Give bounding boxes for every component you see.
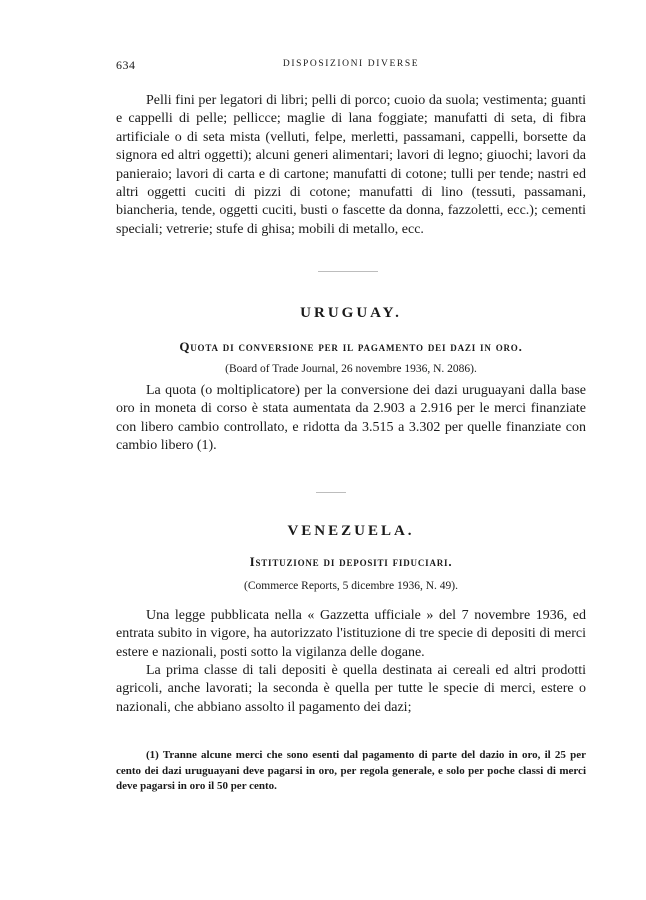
intro-paragraph: Pelli fini per legatori di libri; pelli di porco; cuoio da suola; vestimenta; guanti e cappelli di pelle; pellicce; maglie di lana foggiate; manufatti di seta, di fibra artificiale o di seta mista (velluti, felpe, merletti, passamani, cappelli, borsette da signora ed altri oggetti); alcuni generi alimentari; lavori di legno; giuochi; lavori da panieraio; lavori di carta e di cartone; manufatti di cotone; tulli per tende; nastri ed altri oggetti cuciti di pizzi di cotone; manufatti di lino (tessuti, passamani, biancheria, tende, oggetti cuciti, busti o fascette da donna, fazzoletti, ecc.); cementi speciali; vetrerie; stufe di ghisa; mobili di metallo, ecc. bbox=[116, 93, 586, 237]
section-title-venezuela: VENEZUELA. bbox=[287, 523, 415, 539]
venezuela-paragraph-1: Una legge pubblicata nella « Gazzetta ufficiale » del 7 novembre 1936, ed entrata subito in vigore, ha autorizzato l'istituzione di tre specie di depositi di merci estere e nazionali, posti sotto la vigilanza delle dogane. bbox=[116, 608, 586, 660]
section-divider bbox=[318, 271, 378, 272]
section-title-uruguay: URUGUAY. bbox=[300, 305, 402, 321]
running-head: DISPOSIZIONI DIVERSE bbox=[282, 59, 420, 69]
footnote: (1) Tranne alcune merci che sono esenti dal pagamento di parte del dazio in oro, il 25 per cento dei dazi uruguayani deve pagarsi in oro, per regola generale, e solo per poche classi di merci deve pagarsi in oro il 50 per cento. bbox=[116, 749, 586, 792]
page-number: 634 bbox=[116, 58, 136, 72]
section-subtitle-venezuela: Istituzione di depositi fiduciari. bbox=[249, 554, 453, 569]
uruguay-paragraph: La quota (o moltiplicatore) per la conversione dei dazi uruguayani dalla base oro in moneta di corso è stata aumentata da 2.903 a 2.916 per le merci finanziate con libero cambio controllato, e ridotta da 3.515 a 3.302 per quelle finanziate con cambio libero (1). bbox=[116, 383, 586, 454]
page-header bbox=[116, 58, 586, 76]
section-subtitle-uruguay: Quota di conversione per il pagamento dei dazi in oro. bbox=[179, 339, 523, 354]
source-citation-venezuela: (Commerce Reports, 5 dicembre 1936, N. 49). bbox=[244, 580, 458, 592]
venezuela-paragraph-2: La prima classe di tali depositi è quella destinata ai cereali ed altri prodotti agricoli, anche lavorati; la seconda è quella per tutte le specie di merci, estere o nazionali, che abbiano assolto il pagamento dei dazi; bbox=[116, 663, 586, 715]
section-divider bbox=[316, 492, 346, 493]
source-citation-uruguay: (Board of Trade Journal, 26 novembre 1936, N. 2086). bbox=[225, 363, 477, 375]
